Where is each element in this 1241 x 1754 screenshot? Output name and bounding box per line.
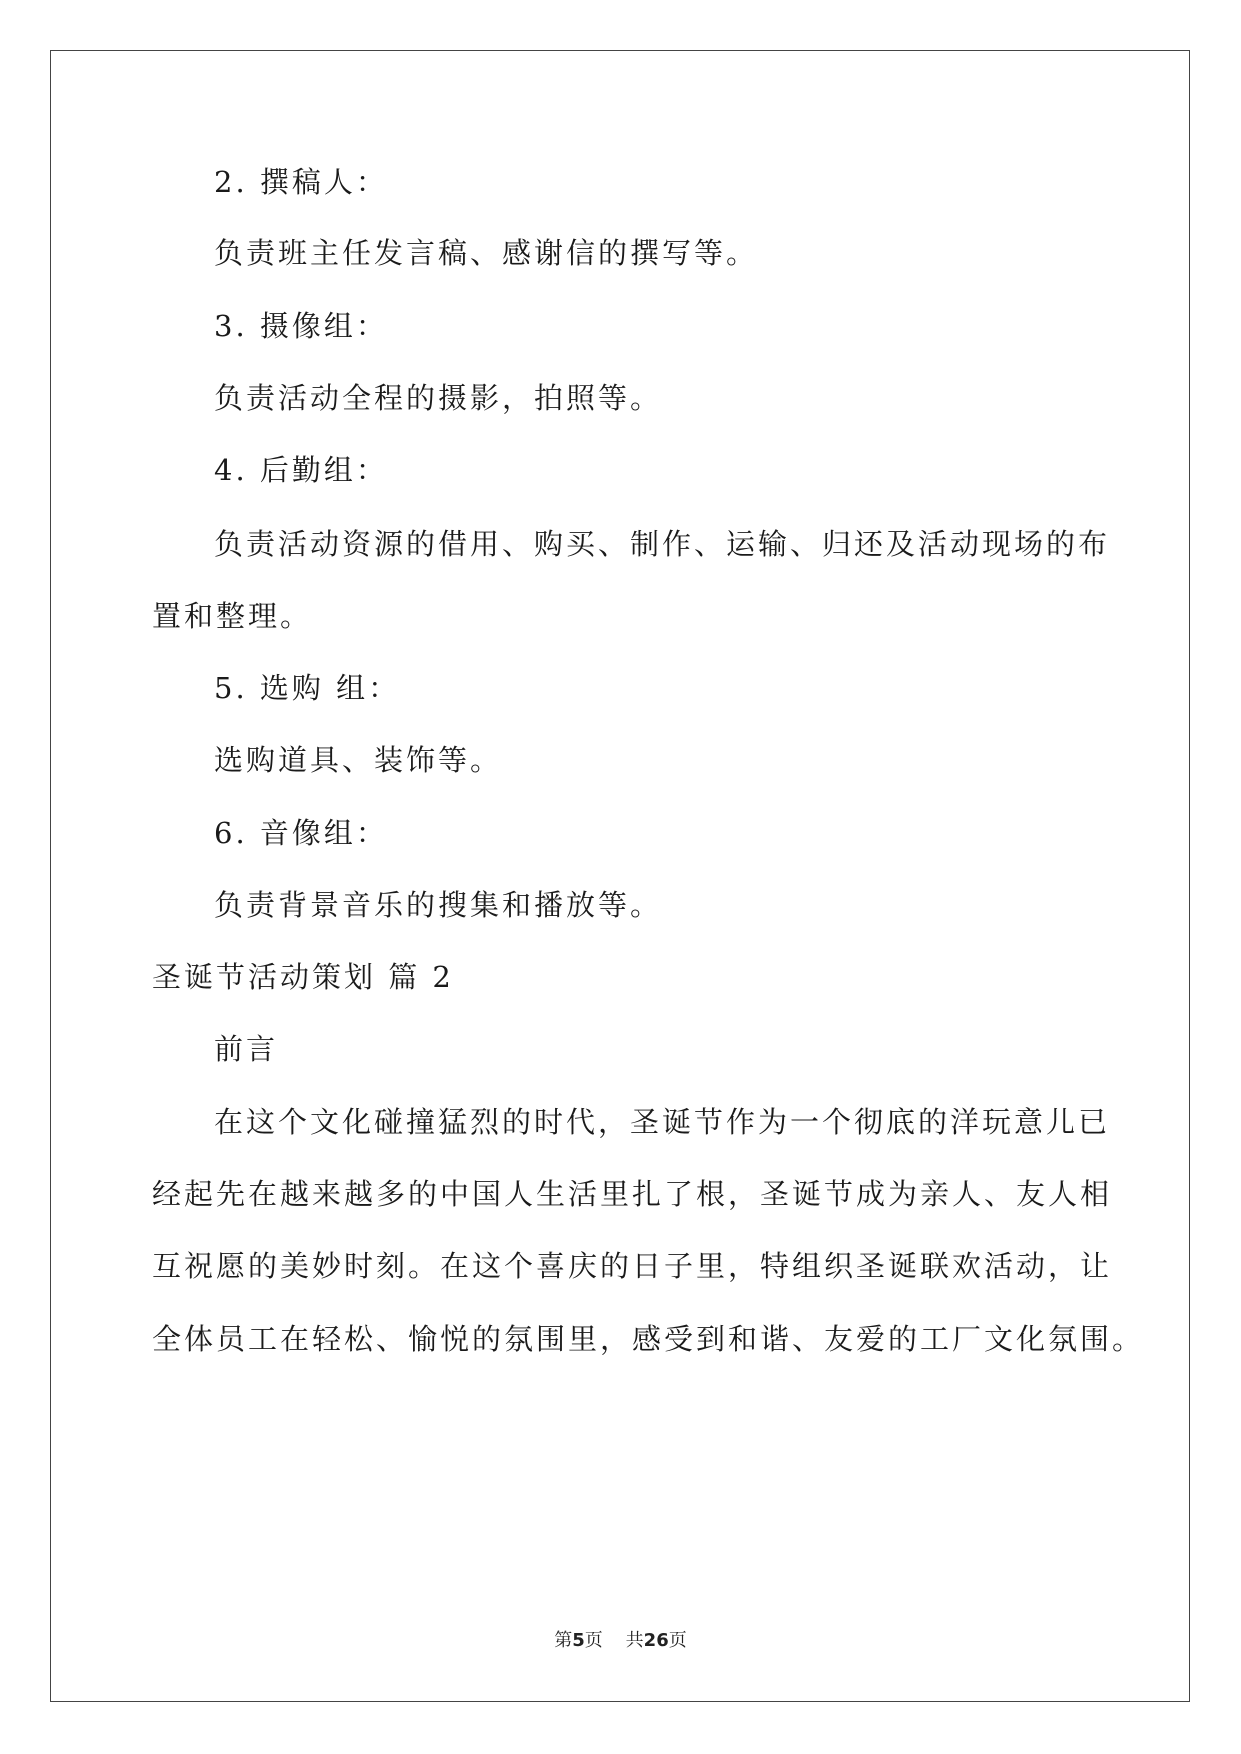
heading-purchasing-group: 5. 选购 组： — [214, 671, 401, 705]
footer-prefix: 第 — [554, 1630, 573, 1651]
paragraph: 负责班主任发言稿、感谢信的撰写等。 — [214, 236, 759, 270]
page-footer — [0, 1626, 1241, 1652]
heading-logistics-group: 4. 后勤组： — [214, 453, 388, 487]
heading-preface: 前言 — [214, 1032, 279, 1066]
paragraph: 互祝愿的美妙时刻。在这个喜庆的日子里，特组织圣诞联欢活动，让 — [152, 1249, 1113, 1283]
total-pages-number: 26 — [643, 1630, 669, 1651]
paragraph: 置和整理。 — [152, 599, 313, 633]
page-frame — [50, 50, 1190, 1702]
heading-camera-group: 3. 摄像组： — [214, 309, 388, 343]
paragraph: 负责背景音乐的搜集和播放等。 — [214, 888, 663, 922]
current-page-number: 5 — [572, 1630, 585, 1651]
footer-total-prefix: 共 — [625, 1630, 644, 1651]
heading-scriptwriter: 2. 撰稿人： — [214, 165, 388, 199]
section-title: 圣诞节活动策划 篇 2 — [152, 960, 454, 994]
paragraph: 选购道具、装饰等。 — [214, 743, 503, 777]
paragraph: 经起先在越来越多的中国人生活里扎了根，圣诞节成为亲人、友人相 — [152, 1177, 1113, 1211]
footer-total-suffix: 页 — [668, 1630, 687, 1651]
footer-page-word: 页 — [584, 1630, 603, 1651]
paragraph: 全体员工在轻松、愉悦的氛围里，感受到和谐、友爱的工厂文化氛围。 — [152, 1322, 1145, 1356]
paragraph: 负责活动资源的借用、购买、制作、运输、归还及活动现场的布 — [214, 527, 1111, 561]
paragraph: 负责活动全程的摄影，拍照等。 — [214, 381, 663, 415]
heading-audio-group: 6. 音像组： — [214, 816, 388, 850]
paragraph: 在这个文化碰撞猛烈的时代，圣诞节作为一个彻底的洋玩意儿已 — [214, 1105, 1111, 1139]
